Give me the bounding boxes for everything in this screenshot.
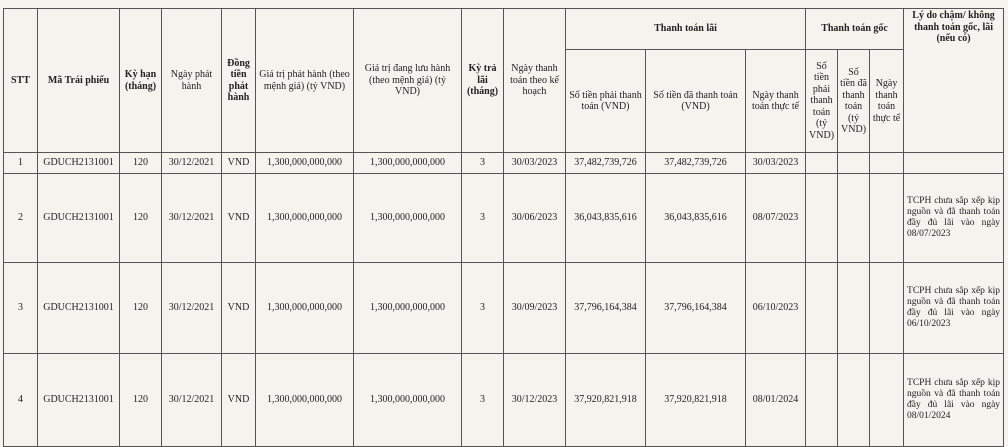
cell-term: 120: [120, 153, 162, 174]
header-principal-paid: Số tiền đã thanh toán (tỷ VND): [838, 50, 870, 153]
cell-principal-due: [806, 153, 838, 174]
header-bond-code: Mã Trái phiếu: [38, 9, 120, 153]
cell-principal-actual-date: [870, 263, 904, 354]
header-issue-date: Ngày phát hành: [162, 9, 222, 153]
cell-currency: VND: [222, 174, 256, 263]
cell-principal-due: [806, 174, 838, 263]
cell-interest-period: 3: [462, 354, 504, 447]
header-principal-actual-date: Ngày thanh toán thực tế: [870, 50, 904, 153]
cell-principal-actual-date: [870, 153, 904, 174]
cell-interest-period: 3: [462, 174, 504, 263]
cell-reason: TCPH chưa sắp xếp kịp nguồn và đã thanh toán đầy đủ lãi vào ngày 08/07/2023: [904, 174, 1004, 263]
cell-bond-code: GDUCH2131001: [38, 174, 120, 263]
cell-face-value: 1,300,000,000,000: [256, 354, 354, 447]
header-interest-period: Kỳ trả lãi (tháng): [462, 9, 504, 153]
header-interest-paid: Số tiền đã thanh toán (VND): [646, 50, 746, 153]
cell-interest-paid: 37,482,739,726: [646, 153, 746, 174]
header-principal-due: Số tiền phải thanh toán (tỷ VND): [806, 50, 838, 153]
cell-interest-actual-date: 30/03/2023: [746, 153, 806, 174]
cell-principal-paid: [838, 263, 870, 354]
cell-bond-code: GDUCH2131001: [38, 263, 120, 354]
cell-reason: TCPH chưa sắp xếp kịp nguồn và đã thanh toán đầy đủ lãi vào ngày 08/01/2024: [904, 354, 1004, 447]
cell-outstanding: 1,300,000,000,000: [354, 354, 462, 447]
cell-interest-due: 36,043,835,616: [566, 174, 646, 263]
cell-face-value: 1,300,000,000,000: [256, 263, 354, 354]
cell-interest-paid: 37,920,821,918: [646, 354, 746, 447]
cell-reason: [904, 153, 1004, 174]
header-face-value: Giá trị phát hành (theo mệnh giá) (tỷ VND): [256, 9, 354, 153]
table-row: [4, 263, 1004, 354]
header-interest-actual-date: Ngày thanh toán thực tế: [746, 50, 806, 153]
cell-planned-date: 30/12/2023: [504, 354, 566, 447]
cell-interest-period: 3: [462, 153, 504, 174]
cell-currency: VND: [222, 153, 256, 174]
cell-planned-date: 30/03/2023: [504, 153, 566, 174]
cell-reason: TCPH chưa sắp xếp kịp nguồn và đã thanh toán đầy đủ lãi vào ngày 06/10/2023: [904, 263, 1004, 354]
table-row: [4, 354, 1004, 447]
cell-interest-due: 37,482,739,726: [566, 153, 646, 174]
cell-interest-paid: 36,043,835,616: [646, 174, 746, 263]
cell-interest-actual-date: 06/10/2023: [746, 263, 806, 354]
cell-interest-due: 37,920,821,918: [566, 354, 646, 447]
cell-face-value: 1,300,000,000,000: [256, 153, 354, 174]
header-term: Kỳ hạn (tháng): [120, 9, 162, 153]
cell-issue-date: 30/12/2021: [162, 153, 222, 174]
cell-term: 120: [120, 263, 162, 354]
header-reason: Lý do chậm/ không thanh toán gốc, lãi (nếu có): [904, 9, 1004, 153]
cell-stt: 2: [4, 174, 38, 263]
header-principal-group: Thanh toán gốc: [806, 9, 904, 50]
header-planned-date: Ngày thanh toán theo kế hoạch: [504, 9, 566, 153]
cell-principal-paid: [838, 153, 870, 174]
cell-principal-due: [806, 354, 838, 447]
cell-principal-actual-date: [870, 354, 904, 447]
cell-interest-actual-date: 08/07/2023: [746, 174, 806, 263]
cell-interest-due: 37,796,164,384: [566, 263, 646, 354]
cell-interest-actual-date: 08/01/2024: [746, 354, 806, 447]
cell-issue-date: 30/12/2021: [162, 263, 222, 354]
cell-bond-code: GDUCH2131001: [38, 153, 120, 174]
bond-payment-table: [3, 8, 1004, 447]
header-interest-group: Thanh toán lãi: [566, 9, 806, 50]
cell-term: 120: [120, 174, 162, 263]
cell-principal-paid: [838, 354, 870, 447]
header-interest-due: Số tiền phải thanh toán (VND): [566, 50, 646, 153]
cell-principal-paid: [838, 174, 870, 263]
cell-face-value: 1,300,000,000,000: [256, 174, 354, 263]
header-outstanding: Giá trị đang lưu hành (theo mệnh giá) (tỷ VND): [354, 9, 462, 153]
cell-stt: 1: [4, 153, 38, 174]
cell-outstanding: 1,300,000,000,000: [354, 263, 462, 354]
cell-stt: 3: [4, 263, 38, 354]
table-row: [4, 174, 1004, 263]
cell-issue-date: 30/12/2021: [162, 174, 222, 263]
cell-currency: VND: [222, 263, 256, 354]
cell-stt: 4: [4, 354, 38, 447]
header-row-top: [4, 9, 1004, 50]
header-currency: Đồng tiền phát hành: [222, 9, 256, 153]
cell-outstanding: 1,300,000,000,000: [354, 174, 462, 263]
cell-term: 120: [120, 354, 162, 447]
cell-issue-date: 30/12/2021: [162, 354, 222, 447]
cell-currency: VND: [222, 354, 256, 447]
table-row: [4, 153, 1004, 174]
cell-interest-period: 3: [462, 263, 504, 354]
cell-bond-code: GDUCH2131001: [38, 354, 120, 447]
cell-interest-paid: 37,796,164,384: [646, 263, 746, 354]
cell-outstanding: 1,300,000,000,000: [354, 153, 462, 174]
header-stt: STT: [4, 9, 38, 153]
cell-principal-due: [806, 263, 838, 354]
cell-planned-date: 30/06/2023: [504, 174, 566, 263]
cell-planned-date: 30/09/2023: [504, 263, 566, 354]
cell-principal-actual-date: [870, 174, 904, 263]
